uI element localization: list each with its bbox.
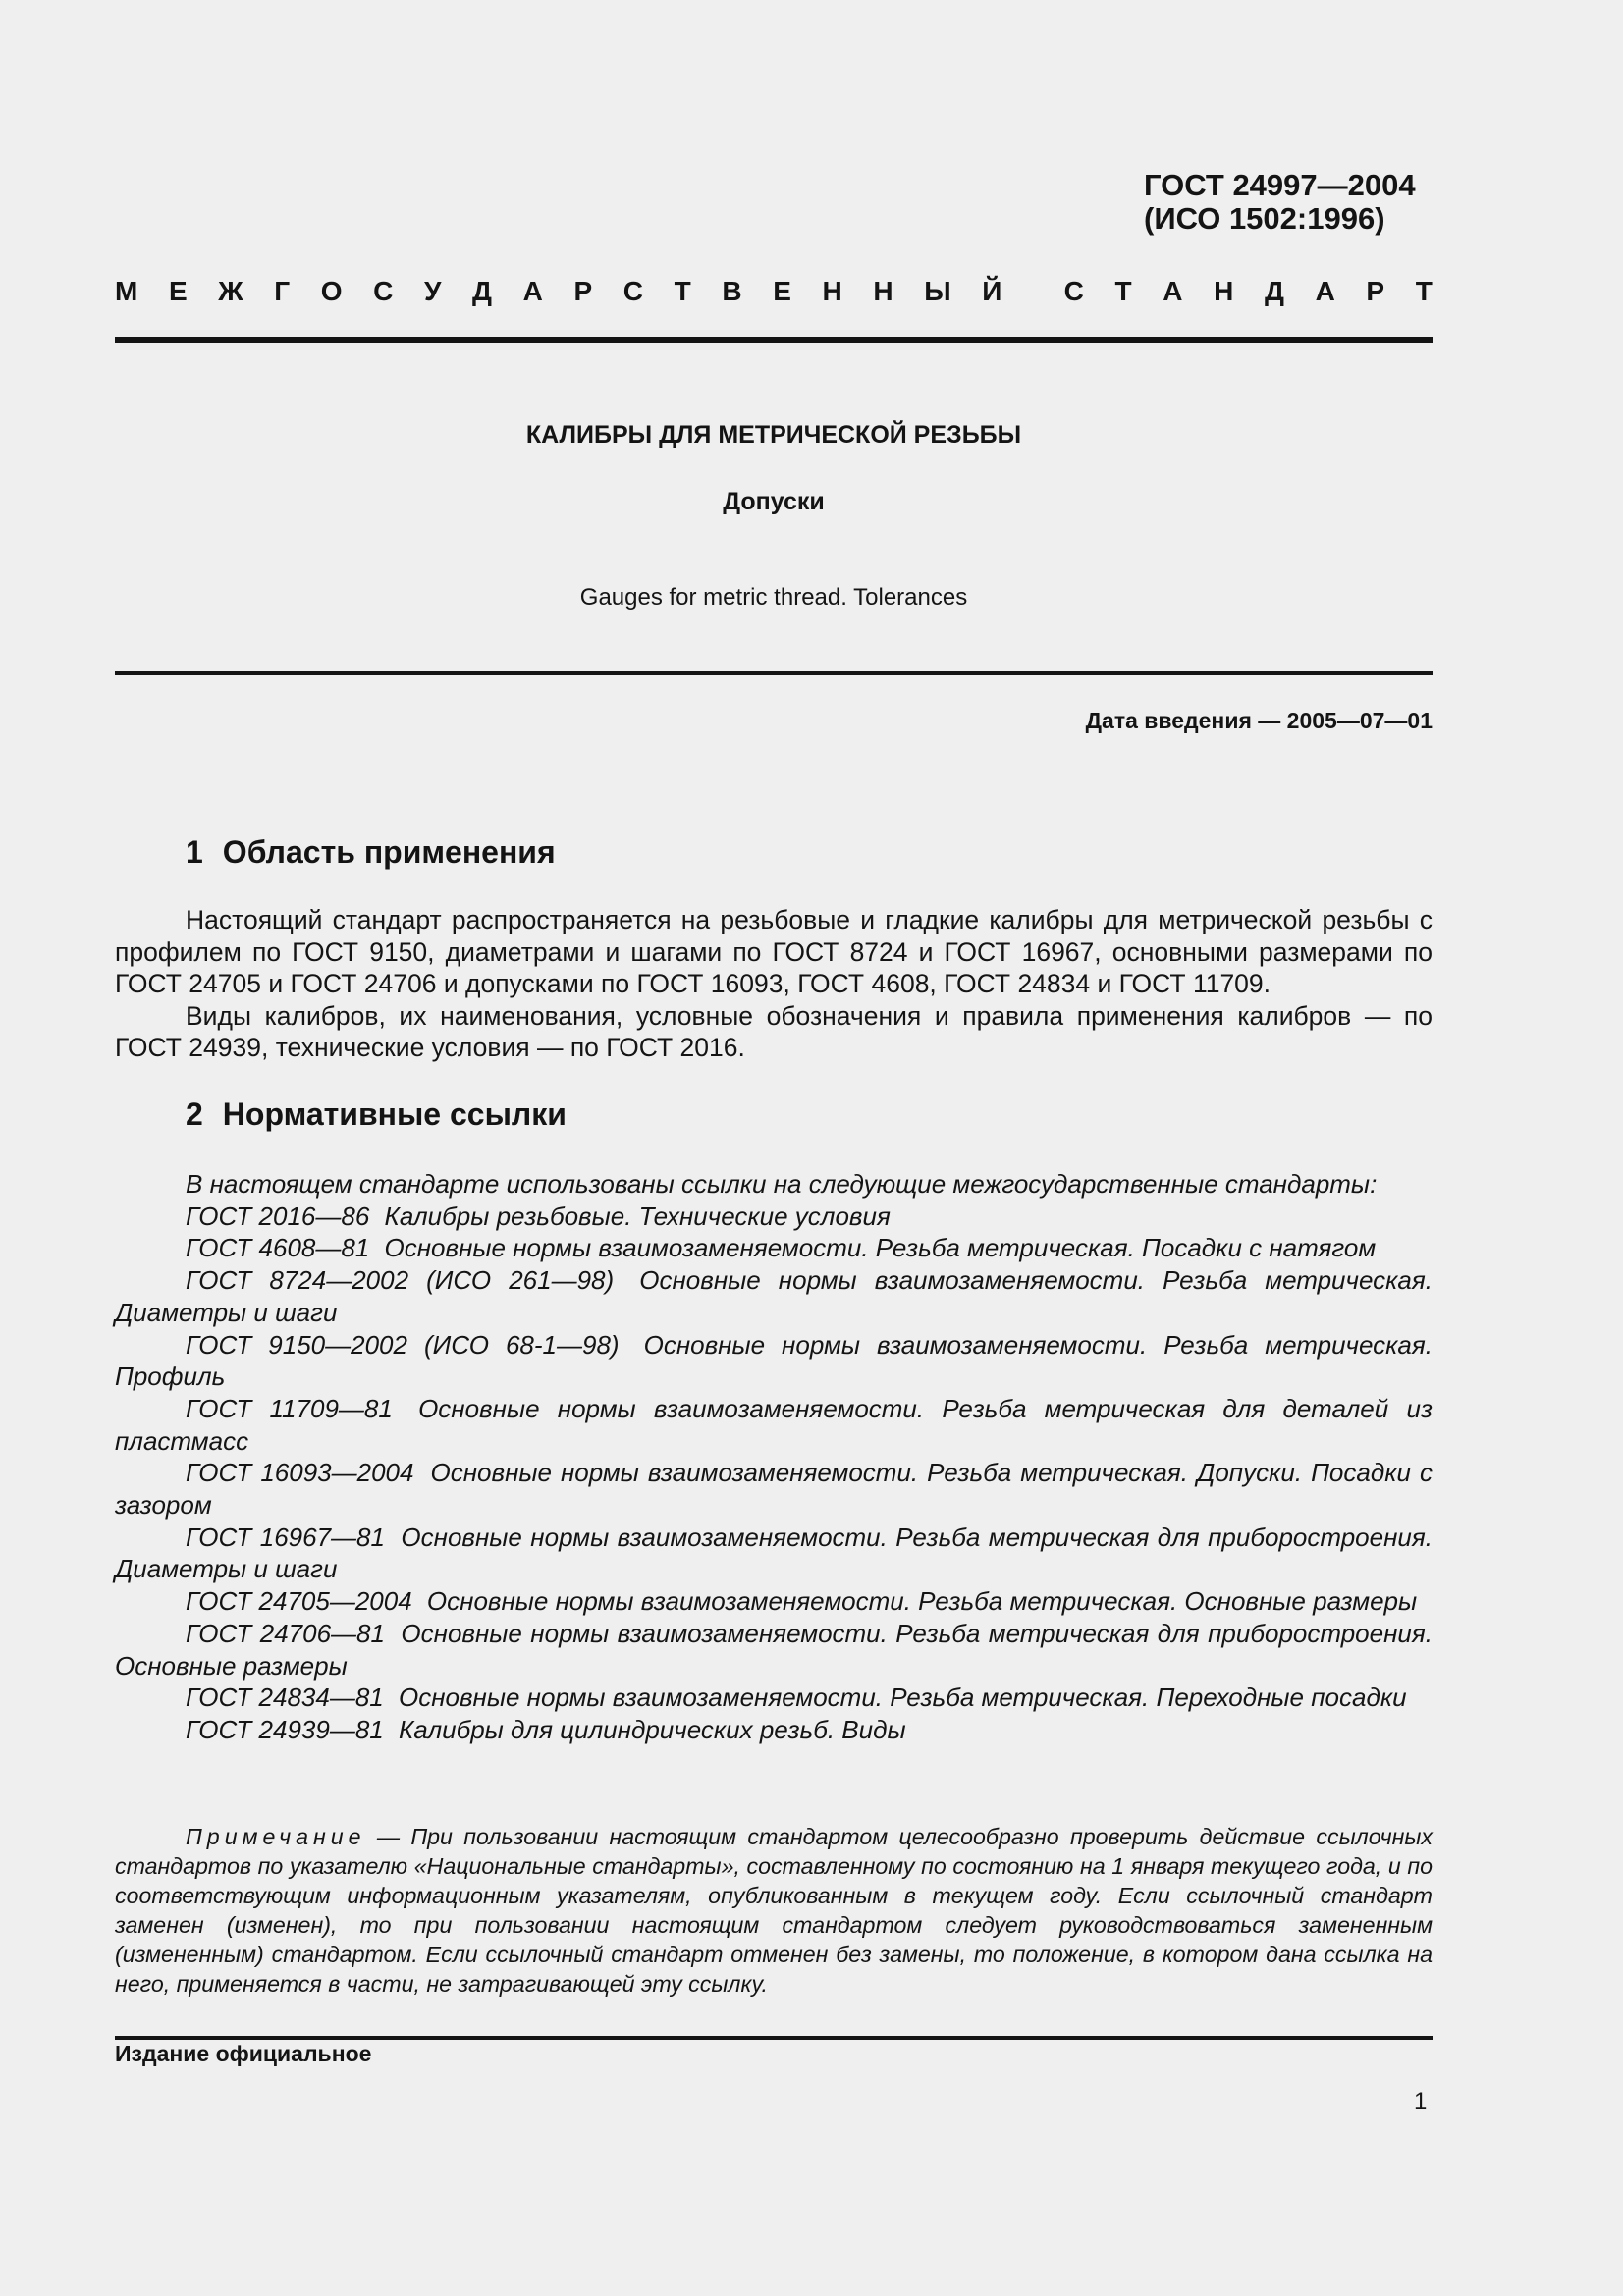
reference-code: ГОСТ 2016—86 <box>186 1201 370 1231</box>
document-title: КАЛИБРЫ ДЛЯ МЕТРИЧЕСКОЙ РЕЗЬБЫ <box>525 421 1022 449</box>
banner-letter: Е <box>168 276 188 306</box>
banner-letter: С <box>622 276 643 306</box>
reference-title: Основные нормы взаимозаменяемости. Резьба метрическая. Профиль <box>115 1329 1434 1392</box>
reference-title: Основные нормы взаимозаменяемости. Резьба метрическая. Посадки с натягом <box>384 1233 1377 1263</box>
banner-letter: Й <box>982 276 1002 306</box>
banner-letter: Д <box>472 276 492 306</box>
reference-title: Основные нормы взаимозаменяемости. Резьба метрическая. Переходные посадки <box>398 1682 1407 1713</box>
header-rule <box>115 337 1433 343</box>
reference-code: ГОСТ 9150—2002 (ИСО 68-1—98) <box>186 1329 620 1360</box>
references-intro: В настоящем стандарте использованы ссылки на следующие межгосударственные стандарты: <box>186 1169 1378 1199</box>
banner-letter: С <box>1063 276 1084 306</box>
introduction-date: Дата введения — 2005—07—01 <box>1085 708 1433 733</box>
reference-title: Основные нормы взаимозаменяемости. Резьба метрическая. Допуски. Посадки с зазором <box>115 1458 1433 1521</box>
reference-code: ГОСТ 24705—2004 <box>186 1586 412 1617</box>
reference-title: Калибры резьбовые. Технические условия <box>384 1201 891 1231</box>
references-note <box>115 1822 1433 1999</box>
reference-code: ГОСТ 8724—2002 (ИСО 261—98) <box>186 1265 615 1296</box>
banner-letter: Ы <box>924 276 951 306</box>
reference-item <box>115 1329 1433 1393</box>
banner-letter: Т <box>1114 276 1132 306</box>
note-text: — При пользовании настоящим стандартом целесообразно проверить действие ссылочных стандартов по указателю «Национальные стандарты», составленному по состоянию на 1 января текущего года, и по соответствующим информационным указателям, опубликованным в текущем году. Если ссылочный стандарт заменен (изменен), то при пользовании настоящим стандартом следует руководствоваться замененным (измененным) стандартом. Если ссылочный стандарт отменен без замены, то положение, в котором дана ссылка на него, применяется в части, не затрагивающей эту ссылку. <box>115 1824 1433 1997</box>
banner-letter: Т <box>674 276 691 306</box>
banner-letter: С <box>373 276 394 306</box>
banner-letter: Р <box>573 276 593 306</box>
section-1-body <box>115 904 1433 1064</box>
banner-letter: А <box>522 276 543 306</box>
reference-code: ГОСТ 24834—81 <box>186 1682 384 1713</box>
reference-title: Основные нормы взаимозаменяемости. Резьба метрическая для деталей из пластмасс <box>115 1393 1433 1456</box>
banner-letter: Н <box>1214 276 1234 306</box>
banner-letter: У <box>423 276 442 306</box>
section-title: Нормативные ссылки <box>222 1096 567 1132</box>
reference-code: ГОСТ 16093—2004 <box>186 1458 414 1488</box>
reference-code: ГОСТ 16967—81 <box>186 1522 385 1552</box>
section-number: 1 <box>186 834 203 870</box>
reference-code: ГОСТ 11709—81 <box>186 1393 393 1423</box>
banner-letter: А <box>1315 276 1335 306</box>
reference-title: Основные нормы взаимозаменяемости. Резьба метрическая для приборостроения. Основные размеры <box>115 1618 1433 1681</box>
banner-letter: Н <box>822 276 842 306</box>
english-title: Gauges for metric thread. Tolerances <box>579 584 968 611</box>
reference-item <box>115 1232 1433 1264</box>
reference-item <box>115 1522 1433 1585</box>
banner-letter: Е <box>773 276 791 306</box>
banner-letter: Н <box>873 276 893 306</box>
reference-title: Калибры для цилиндрических резьб. Виды <box>398 1714 906 1744</box>
reference-title: Основные нормы взаимозаменяемости. Резьба метрическая. Основные размеры <box>426 1586 1418 1617</box>
references-list <box>115 1168 1433 1746</box>
banner-letter: Д <box>1264 276 1284 306</box>
reference-code: ГОСТ 4608—81 <box>186 1233 370 1263</box>
title-rule <box>115 671 1433 675</box>
banner-letter: А <box>1163 276 1183 306</box>
interstate-standard-banner <box>115 275 1433 308</box>
reference-code: ГОСТ 24706—81 <box>186 1618 385 1648</box>
section-title: Область применения <box>222 834 556 870</box>
reference-item <box>115 1457 1433 1521</box>
reference-title: Основные нормы взаимозаменяемости. Резьба метрическая. Диаметры и шаги <box>115 1265 1433 1327</box>
banner-letter: В <box>722 276 742 306</box>
reference-title: Основные нормы взаимозаменяемости. Резьба метрическая для приборостроения. Диаметры и шаги <box>115 1522 1433 1584</box>
note-label: Примечание <box>186 1824 366 1849</box>
section-number: 2 <box>186 1096 203 1132</box>
banner-letter: Ж <box>218 276 243 306</box>
paragraph: Виды калибров, их наименования, условные обозначения и правила применения калибров — по ГОСТ 24939, технические условия — по ГОСТ 2016. <box>115 1000 1433 1062</box>
banner-letter: Р <box>1366 276 1385 306</box>
iso-number: (ИСО 1502:1996) <box>1144 201 1385 236</box>
reference-item <box>115 1618 1433 1682</box>
banner-letter: Г <box>274 276 291 306</box>
banner-letter: М <box>115 276 138 306</box>
gost-number: ГОСТ 24997—2004 <box>1144 168 1416 202</box>
document-number <box>1144 169 1416 236</box>
reference-item <box>115 1585 1433 1618</box>
page-number: 1 <box>1414 2088 1428 2114</box>
reference-code: ГОСТ 24939—81 <box>186 1714 384 1744</box>
reference-item <box>115 1714 1433 1746</box>
paragraph: Настоящий стандарт распространяется на резьбовые и гладкие калибры для метрической резьбы с профилем по ГОСТ 9150, диаметрами и шагами по ГОСТ 8724 и ГОСТ 16967, основными размерами по ГОСТ 24705 и ГОСТ 24706 и допусками по ГОСТ 16093, ГОСТ 4608, ГОСТ 24834 и ГОСТ 11709. <box>115 905 1433 998</box>
reference-item <box>115 1682 1433 1714</box>
official-edition-label: Издание официальное <box>115 2041 372 2066</box>
reference-item <box>115 1393 1433 1457</box>
section-2-heading <box>186 1095 567 1134</box>
banner-letter: О <box>320 276 343 306</box>
reference-item <box>115 1201 1433 1233</box>
reference-item <box>115 1264 1433 1328</box>
banner-letter: Т <box>1415 276 1433 306</box>
section-1-heading <box>186 832 556 872</box>
document-subtitle: Допуски <box>723 488 825 515</box>
